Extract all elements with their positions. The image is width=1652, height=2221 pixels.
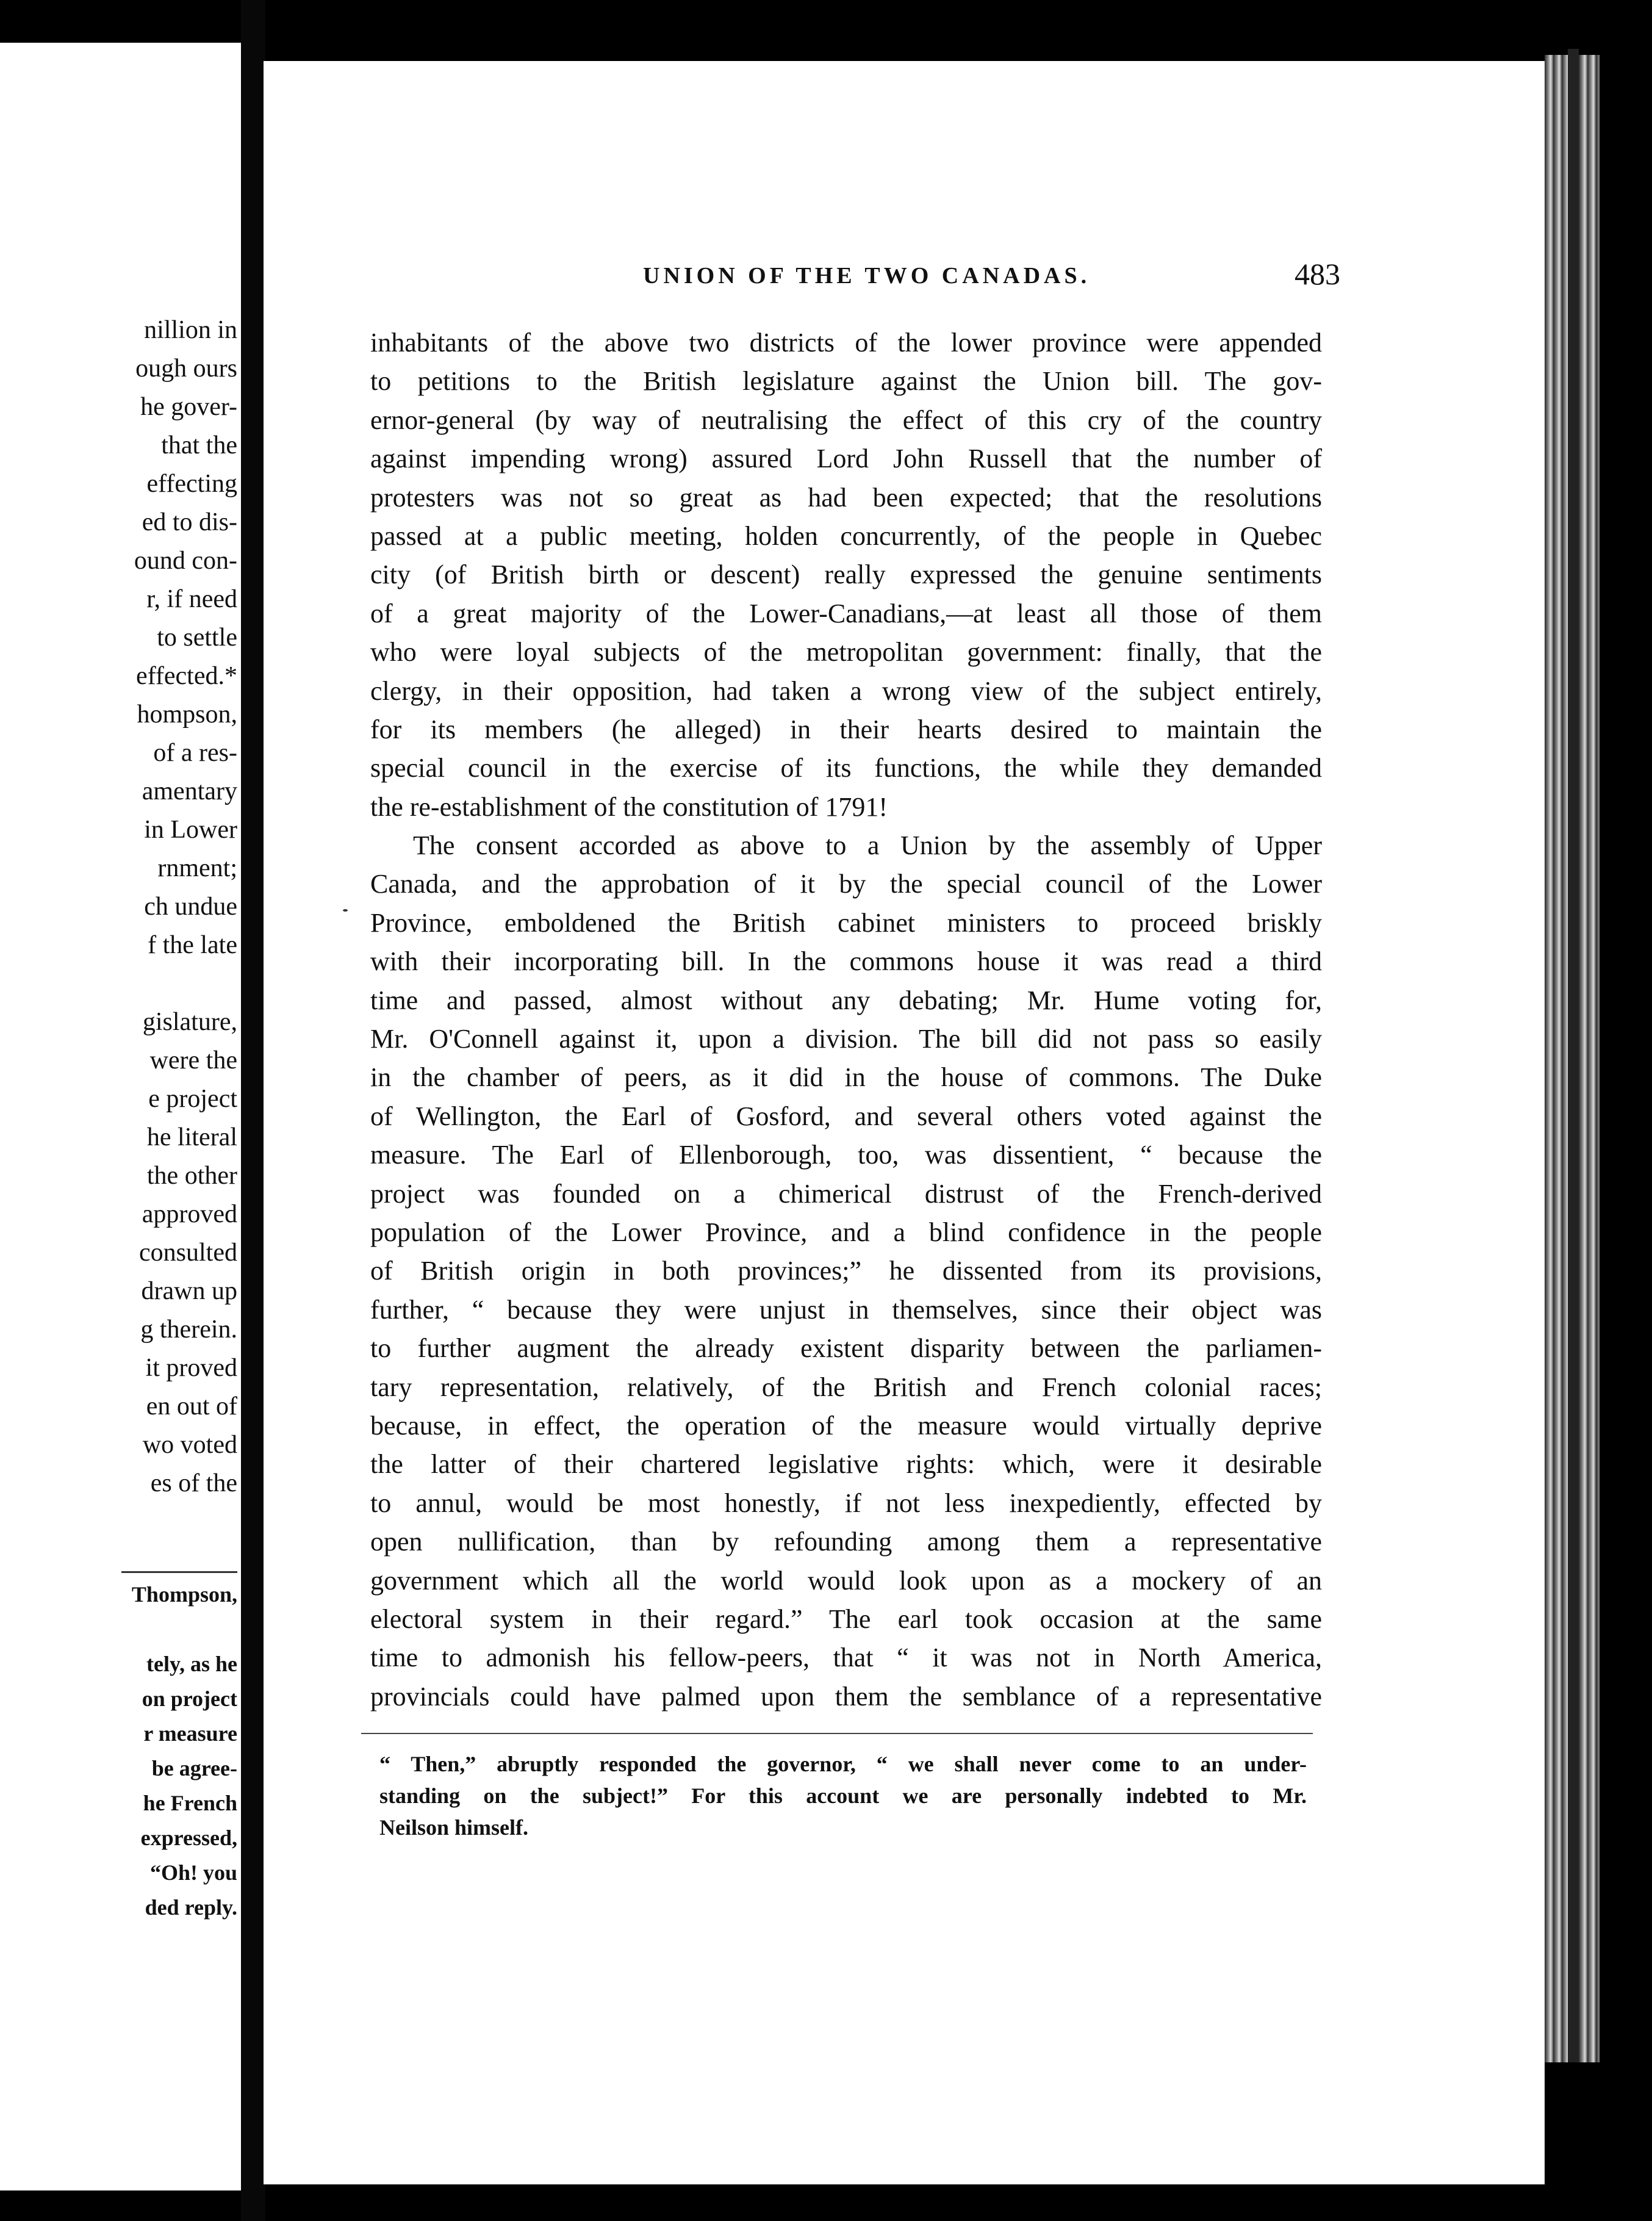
body-line: electoral system in their regard.” The earl took occasion at the same (370, 1604, 1322, 1634)
left-page-line: r, if need (146, 585, 237, 613)
left-page-line: it proved (145, 1354, 237, 1382)
left-page-line: ough ours (135, 355, 237, 383)
right-page (264, 61, 1545, 2184)
body-line: further, “ because they were unjust in themselves, since their object was (370, 1294, 1322, 1325)
body-line: in the chamber of peers, as it did in the house of commons. The Duke (370, 1062, 1322, 1093)
left-page-line: f the late (148, 931, 237, 959)
left-page-line: he gover- (140, 393, 237, 421)
body-line: the re-establishment of the constitution of 1791! (370, 791, 888, 822)
body-line: who were loyal subjects of the metropolitan government: finally, that the (370, 637, 1322, 668)
left-page-line: of a res- (153, 739, 237, 767)
body-line: The consent accorded as above to a Union by the assembly of Upper (413, 830, 1322, 861)
left-page-line: ed to dis- (142, 508, 237, 536)
book-gutter (241, 0, 265, 2221)
body-line: protesters was not so great as had been expected; that the resolutions (370, 482, 1322, 513)
body-line: of British origin in both provinces;” he dissented from its provisions, (370, 1256, 1322, 1286)
left-page-line (5, 965, 237, 1003)
ink-speck (343, 909, 348, 912)
body-line: tary representation, relatively, of the British and French colonial races; (370, 1372, 1322, 1402)
left-footnote-line: he French (143, 1791, 237, 1815)
body-line: government which all the world would look upon as a mockery of an (370, 1565, 1322, 1596)
left-page-line: e project (148, 1085, 237, 1113)
left-page-line: he literal (146, 1123, 237, 1151)
body-line: project was founded on a chimerical distrust of the French-derived (370, 1178, 1322, 1209)
left-footnote-line: r measure (143, 1721, 237, 1746)
body-line: to petitions to the British legislature against the Union bill. The gov- (370, 366, 1322, 397)
left-page-line: the other (146, 1162, 237, 1190)
body-line: Canada, and the approbation of it by the special council of the Lower (370, 869, 1322, 899)
body-line: inhabitants of the above two districts of the lower province were appended (370, 328, 1322, 358)
running-head (264, 257, 1545, 305)
body-line: Mr. O'Connell against it, upon a division. The bill did not pass so easily (370, 1024, 1322, 1054)
left-page-footnotes (5, 1577, 237, 1925)
body-line: clergy, in their opposition, had taken a wrong view of the subject entirely, (370, 675, 1322, 706)
body-line: to annul, would be most honestly, if not less inexpediently, effected by (370, 1488, 1322, 1518)
body-line: of a great majority of the Lower-Canadians,—at least all those of them (370, 598, 1322, 628)
left-page-line: gislature, (142, 1008, 237, 1036)
left-page-line: ch undue (144, 893, 237, 921)
footnote-line: Neilson himself. (379, 1815, 529, 1840)
running-title: UNION OF THE TWO CANADAS. (643, 263, 1091, 289)
left-footnote-line: expressed, (140, 1826, 237, 1850)
left-page-line: g therein. (140, 1316, 237, 1344)
left-page-line: were the (149, 1046, 237, 1075)
left-page-line: wo voted (142, 1431, 237, 1459)
left-footnote-line: Thompson, (131, 1582, 237, 1607)
left-page-line: in Lower (144, 816, 237, 844)
body-line: with their incorporating bill. In the commons house it was read a third (370, 946, 1322, 977)
left-footnote-line: ded reply. (145, 1895, 237, 1920)
left-page-line: effecting (146, 470, 237, 498)
page-edge-shadow (1568, 49, 1579, 2062)
body-line: open nullification, than by refounding among them a representative (370, 1527, 1322, 1557)
left-footnote-line: “Oh! you (149, 1860, 237, 1885)
footnote-rule (361, 1733, 1313, 1734)
footnote-line: “ Then,” abruptly responded the governor, “ we shall never come to an under- (379, 1752, 1307, 1776)
left-page-text (5, 311, 237, 1503)
body-line: because, in effect, the operation of the measure would virtually deprive (370, 1410, 1322, 1441)
left-footnote-line (5, 1612, 237, 1647)
body-line: population of the Lower Province, and a blind confidence in the people (370, 1217, 1322, 1247)
left-page-line: that the (161, 431, 237, 459)
left-page-line: approved (142, 1200, 237, 1228)
body-line: special council in the exercise of its functions, the while they demanded (370, 753, 1322, 783)
left-page-line: hompson, (137, 700, 237, 729)
body-line: measure. The Earl of Ellenborough, too, was dissentient, “ because the (370, 1140, 1322, 1170)
body-line: of Wellington, the Earl of Gosford, and several others voted against the (370, 1101, 1322, 1131)
left-facing-page (0, 43, 241, 2190)
left-page-line: effected.* (136, 662, 237, 690)
body-line: provincials could have palmed upon them the semblance of a representative (370, 1681, 1322, 1712)
body-line: against impending wrong) assured Lord John Russell that the number of (370, 444, 1322, 474)
left-footnote-rule (121, 1571, 237, 1573)
left-footnote-line: be agree- (151, 1756, 237, 1780)
body-line: time and passed, almost without any debating; Mr. Hume voting for, (370, 985, 1322, 1015)
left-footnote-line: tely, as he (146, 1652, 237, 1676)
page-number: 483 (1295, 257, 1340, 291)
left-page-line: es of the (150, 1469, 237, 1497)
body-line: city (of British birth or descent) really expressed the genuine sentiments (370, 560, 1322, 590)
body-line: to further augment the already existent disparity between the parliamen- (370, 1333, 1322, 1364)
left-page-line: rnment; (157, 854, 237, 882)
left-page-line: drawn up (141, 1277, 237, 1305)
left-page-line: en out of (146, 1392, 237, 1420)
left-page-line: amentary (142, 777, 237, 805)
body-line: passed at a public meeting, holden concurrently, of the people in Quebec (370, 520, 1322, 551)
body-line: Province, emboldened the British cabinet ministers to proceed briskly (370, 907, 1322, 938)
body-line: the latter of their chartered legislative rights: which, were it desirable (370, 1449, 1322, 1480)
left-footnote-line: on project (142, 1686, 237, 1711)
footnote-line: standing on the subject!” For this account we are personally indebted to Mr. (379, 1784, 1307, 1808)
left-page-line: to settle (157, 624, 237, 652)
left-page-line: ound con- (134, 547, 237, 575)
left-page-line: consulted (139, 1239, 237, 1267)
left-page-line: nillion in (144, 316, 237, 344)
footnote (379, 1748, 1307, 1843)
body-line: for its members (he alleged) in their hearts desired to maintain the (370, 714, 1322, 744)
body-line: time to admonish his fellow-peers, that “ it was not in North America, (370, 1643, 1322, 1673)
body-line: ernor-general (by way of neutralising the effect of this cry of the country (370, 405, 1322, 435)
body-text (370, 323, 1322, 1716)
